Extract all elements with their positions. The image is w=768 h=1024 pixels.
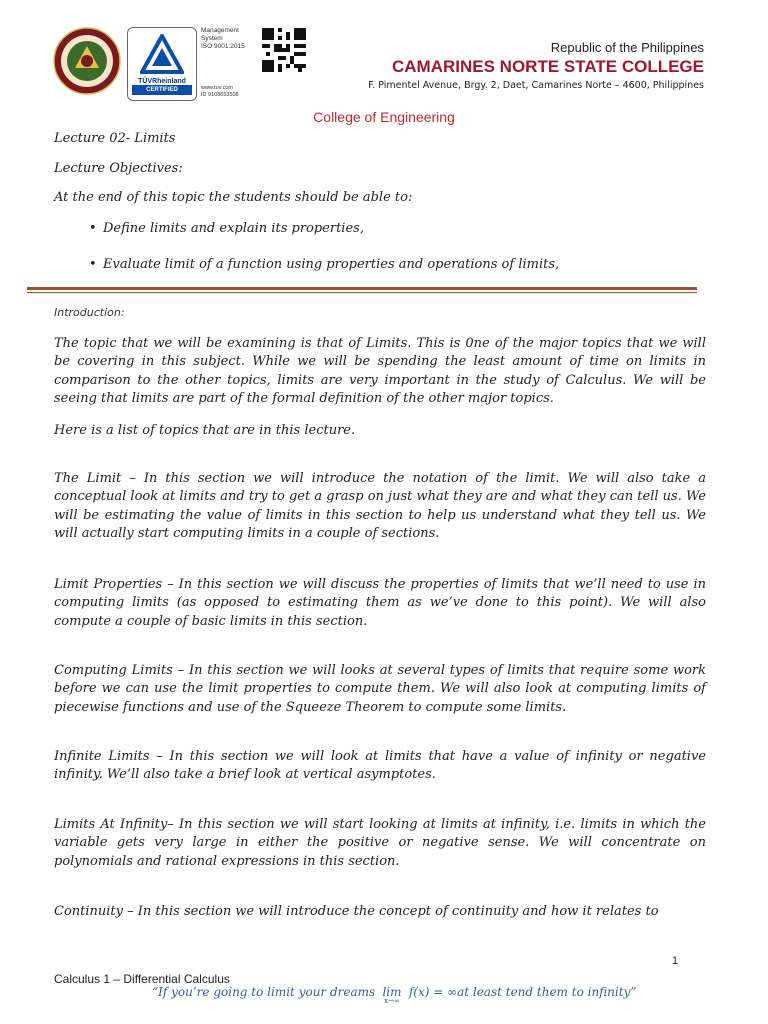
introduction-label: Introduction: bbox=[54, 306, 125, 319]
list-intro-paragraph: Here is a list of topics that are in this lecture. bbox=[54, 423, 356, 438]
qr-code-icon bbox=[262, 28, 306, 72]
page-number: 1 bbox=[672, 955, 679, 967]
lim-word: lim bbox=[382, 985, 402, 999]
quote-end: at least tend them to infinity” bbox=[457, 985, 637, 999]
iso-line-3: ISO 9001:2015 bbox=[201, 43, 245, 50]
lim-subscript: x→∞ bbox=[384, 997, 400, 1005]
topic-description: – In this section we will discuss the properties of limits that we’ll need to use in computing limits (as opposed to estimating them as we’ve done to this point). We will also compute a couple of basic limits in this section. bbox=[54, 577, 706, 629]
lecture-title: Lecture 02- Limits bbox=[54, 131, 176, 146]
topic-name: Limits At Infinity bbox=[54, 817, 168, 832]
topic-description: – In this section we will introduce the notation of the limit. We will also take a conceptual look at limits and try to get a grasp on just what they are and what they can tell us. We will be estimating the value of limits in this section to help us understand what they tell us. We will actually start computing limits in a couple of sections. bbox=[54, 471, 706, 541]
objective-text: Evaluate limit of a function using properties and operations of limits, bbox=[103, 257, 560, 272]
tuv-brand-text: TÜVRheinland bbox=[138, 78, 186, 85]
topic-paragraph-continuity bbox=[54, 903, 706, 921]
limit-notation bbox=[379, 985, 405, 1005]
topic-description: – In this section we will introduce the concept of continuity and how it relates to bbox=[123, 904, 659, 919]
quote-formula: f(x) = ∞ bbox=[405, 985, 458, 999]
iso-site: www.tuv.com bbox=[201, 85, 233, 91]
footer-course-title: Calculus 1 – Differential Calculus bbox=[54, 972, 230, 986]
topic-paragraph-limits-at-infinity bbox=[54, 816, 706, 871]
department-title: College of Engineering bbox=[313, 109, 455, 125]
topic-description: – In this section we will start looking at limits at infinity, i.e. limits in which the variable gets very large in either the positive or negative sense. We will concentrate on polynomials and rational expressions in this section. bbox=[54, 817, 706, 869]
college-seal-logo bbox=[52, 26, 122, 96]
footer-quote bbox=[152, 985, 637, 1005]
section-divider bbox=[27, 287, 697, 293]
topic-name: Limit Properties bbox=[54, 577, 163, 592]
bullet-icon: • bbox=[89, 257, 97, 272]
topic-paragraph-the-limit bbox=[54, 470, 706, 543]
tuv-certification-badge bbox=[127, 27, 197, 101]
objective-item bbox=[89, 221, 364, 236]
objectives-intro: At the end of this topic the students should be able to: bbox=[54, 190, 413, 205]
quote-start: “If you’re going to limit your dreams bbox=[152, 985, 379, 999]
intro-paragraph: The topic that we will be examining is that of Limits. This is 0ne of the major topics that we will be covering in this subject. While we will be spending the least amount of time on limits in comparison to the other topics, limits are very important in the study of Calculus. We will be seeing that limits are part of the formal definition of the other major topics. bbox=[54, 336, 706, 406]
iso-line-1: Management bbox=[201, 27, 239, 34]
bullet-icon: • bbox=[89, 221, 97, 236]
iso-id-info bbox=[201, 85, 239, 99]
topic-paragraph-limit-properties bbox=[54, 576, 706, 631]
college-name: CAMARINES NORTE STATE COLLEGE bbox=[392, 57, 704, 76]
topic-name: The Limit bbox=[54, 471, 122, 486]
objective-text: Define limits and explain its properties, bbox=[103, 221, 364, 236]
objective-item bbox=[89, 257, 559, 272]
topic-description: – In this section we will look at limits that have a value of infinity or negative infinity. We’ll also take a brief look at vertical asymptotes. bbox=[54, 749, 706, 783]
iso-id: ID 9108653508 bbox=[201, 92, 239, 98]
republic-text: Republic of the Philippines bbox=[550, 40, 704, 55]
college-address: F. Pimentel Avenue, Brgy. 2, Daet, Camarines Norte – 4600, Philippines bbox=[368, 80, 704, 91]
certified-label: CERTIFIED bbox=[132, 85, 192, 95]
topic-paragraph-infinite-limits bbox=[54, 748, 706, 785]
objectives-heading: Lecture Objectives: bbox=[54, 161, 183, 176]
topic-description: – In this section we will looks at several types of limits that require some work before we can use the limit properties to compute them. We will also look at computing limits of piecewise functions and use of the Squeeze Theorem to compute some limits. bbox=[54, 663, 706, 715]
topic-name: Continuity bbox=[54, 904, 123, 919]
topic-name: Infinite Limits bbox=[54, 749, 150, 764]
iso-line-2: System bbox=[201, 35, 223, 42]
topic-name: Computing Limits bbox=[54, 663, 173, 678]
topic-paragraph-computing-limits bbox=[54, 662, 706, 717]
iso-info bbox=[201, 27, 245, 51]
